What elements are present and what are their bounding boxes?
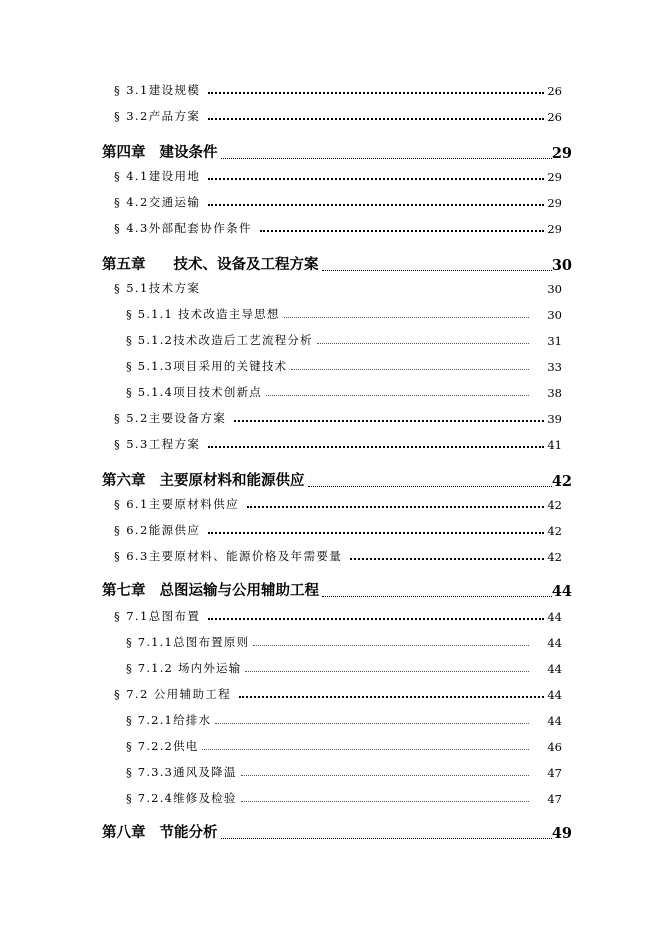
- toc-subentry-page: 31: [547, 334, 562, 348]
- dot-leader: [208, 532, 544, 534]
- toc-subentry-title: 项目技术创新点: [173, 385, 262, 399]
- toc-entry[interactable]: [114, 518, 562, 538]
- toc-chapter-label: [102, 469, 305, 490]
- toc-entry-number: § 5.2: [114, 411, 149, 425]
- dot-leader: [317, 343, 530, 344]
- toc-subentry[interactable]: [126, 302, 562, 322]
- dot-leader: [241, 801, 530, 802]
- toc-chapter-number: 第七章: [102, 582, 146, 599]
- dot-leader: [322, 270, 552, 271]
- toc-subentry[interactable]: [126, 708, 562, 728]
- toc-subentry-label: [126, 634, 249, 650]
- toc-subentry-page: 30: [547, 308, 562, 322]
- toc-subentry-number: § 7.1.2: [126, 661, 174, 675]
- toc-subentry-page: 33: [547, 360, 562, 374]
- toc-subentry-title: 场内外运输: [177, 661, 242, 675]
- dot-leader: [234, 420, 544, 422]
- toc-entry-title: 公用辅助工程: [153, 687, 232, 701]
- toc-entry[interactable]: [114, 406, 562, 426]
- dot-leader: [247, 506, 544, 508]
- toc-entry-title: 主要原材料供应: [148, 497, 240, 511]
- toc-entry[interactable]: [114, 492, 562, 512]
- toc-subentry-title: 维修及检验: [173, 791, 237, 805]
- dot-leader: [208, 92, 544, 94]
- toc-subentry-label: [126, 660, 241, 676]
- toc-entry-number: § 5.3: [114, 437, 149, 451]
- toc-entry[interactable]: [114, 78, 562, 98]
- toc-subentry-label: [126, 358, 287, 374]
- toc-entry-label: [114, 194, 200, 210]
- toc-entry-number: § 6.1: [114, 497, 149, 511]
- toc-entry-page: 42: [547, 498, 562, 512]
- toc-entry[interactable]: [114, 164, 562, 184]
- toc-chapter-number: 第六章: [102, 472, 146, 489]
- dot-leader: [221, 158, 552, 159]
- toc-entry-label: [114, 686, 231, 702]
- toc-subentry-title: 项目采用的关键技术: [173, 359, 288, 373]
- toc-subentry-title: 技术改造主导思想: [177, 307, 280, 321]
- toc-entry[interactable]: [114, 216, 562, 236]
- toc-chapter-title: 主要原材料和能源供应: [159, 472, 305, 489]
- toc-entry-title: 建设规模: [148, 83, 201, 97]
- toc-entry-page: 29: [547, 170, 562, 184]
- toc-chapter[interactable]: [102, 576, 572, 600]
- toc-entry-number: § 6.3: [114, 549, 149, 563]
- toc-chapter-label: [102, 141, 218, 162]
- toc-entry[interactable]: [114, 104, 562, 124]
- toc-entry-title: 外部配套协作条件: [148, 221, 252, 235]
- toc-entry-label: [114, 410, 226, 426]
- toc-entry-title: 主要原材料、能源价格及年需要量: [148, 549, 343, 563]
- toc-chapter-label: [102, 821, 218, 842]
- toc-entry[interactable]: [114, 432, 562, 452]
- toc-subentry-label: [126, 332, 313, 348]
- toc-entry-label: [114, 496, 239, 512]
- dot-leader: [241, 775, 530, 776]
- toc-subentry-page: 38: [547, 386, 562, 400]
- dot-leader: [208, 618, 544, 620]
- toc-subentry-label: [126, 764, 237, 780]
- toc-entry-title: 交通运输: [148, 195, 201, 209]
- toc-entry-number: § 4.2: [114, 195, 149, 209]
- dot-leader: [245, 671, 529, 672]
- toc-chapter-number: 第四章: [102, 144, 146, 161]
- toc-subentry-label: [126, 712, 211, 728]
- dot-leader: [215, 723, 529, 724]
- toc-chapter[interactable]: [102, 138, 572, 162]
- toc-entry-number: § 4.1: [114, 169, 149, 183]
- toc-subentry-label: [126, 790, 237, 806]
- toc-subentry-label: [126, 384, 262, 400]
- toc-chapter-number: 第八章: [102, 824, 146, 841]
- toc-entry-page: 26: [547, 110, 562, 124]
- toc-subentry[interactable]: [126, 786, 562, 806]
- dot-leader: [253, 645, 529, 646]
- toc-subentry[interactable]: [126, 656, 562, 676]
- toc-entry-page: 42: [547, 524, 562, 538]
- toc-subentry-number: § 7.2.4: [126, 791, 174, 805]
- toc-entry-number: § 7.2: [114, 687, 149, 701]
- toc-entry-page: 44: [547, 688, 562, 702]
- toc-entry-title: 总图布置: [148, 609, 201, 623]
- toc-subentry-number: § 5.1.2: [126, 333, 174, 347]
- toc-subentry-page: 47: [547, 792, 562, 806]
- toc-subentry-title: 通风及降温: [173, 765, 237, 779]
- toc-subentry-title: 给排水: [173, 713, 212, 727]
- toc-entry[interactable]: [114, 682, 562, 702]
- dot-leader: [266, 395, 529, 396]
- toc-subentry-number: § 5.1.4: [126, 385, 174, 399]
- toc-entry-label: [114, 82, 200, 98]
- toc-chapter-label: [102, 253, 319, 274]
- toc-chapter[interactable]: [102, 250, 572, 274]
- toc-entry-label: [114, 522, 200, 538]
- dot-leader: [221, 838, 552, 839]
- toc-entry-number: § 3.1: [114, 83, 149, 97]
- dot-leader: [208, 204, 544, 206]
- toc-entry-label: [114, 220, 252, 236]
- toc-entry-title: 技术方案: [148, 281, 201, 295]
- toc-subentry-page: 44: [547, 636, 562, 650]
- toc-entry-number: § 6.2: [114, 523, 149, 537]
- toc-subentry[interactable]: [126, 354, 562, 374]
- toc-entry-page: 30: [547, 282, 562, 296]
- dot-leader: [350, 558, 544, 560]
- toc-chapter-page: 29: [551, 145, 572, 162]
- dot-leader: [208, 118, 544, 120]
- toc-entry-label: [114, 108, 200, 124]
- toc-chapter[interactable]: [102, 466, 572, 490]
- toc-chapter[interactable]: [102, 818, 572, 842]
- dot-leader: [308, 486, 552, 487]
- toc-chapter-title: 技术、设备及工程方案: [173, 256, 319, 273]
- toc-subentry-page: 44: [547, 714, 562, 728]
- toc-subentry-title: 技术改造后工艺流程分析: [173, 333, 313, 347]
- toc-entry-number: § 3.2: [114, 109, 149, 123]
- toc-entry-page: 41: [547, 438, 562, 452]
- toc-subentry-title: 总图布置原则: [173, 635, 250, 649]
- toc-subentry-label: [126, 738, 198, 754]
- toc-entry-page: 29: [547, 196, 562, 210]
- toc-chapter-title: 建设条件: [159, 144, 218, 161]
- dot-leader: [239, 696, 544, 698]
- toc-subentry[interactable]: [126, 630, 562, 650]
- toc-entry[interactable]: [114, 604, 562, 624]
- toc-subentry[interactable]: [126, 760, 562, 780]
- toc-entry-number: § 5.1: [114, 281, 149, 295]
- toc-subentry-number: § 5.1.1: [126, 307, 174, 321]
- toc-entry-number: § 7.1: [114, 609, 149, 623]
- toc-subentry-number: § 5.1.3: [126, 359, 174, 373]
- toc-subentry-label: [126, 306, 280, 322]
- toc-chapter-title: 总图运输与公用辅助工程: [159, 582, 319, 599]
- toc-chapter-page: 49: [551, 825, 572, 842]
- toc-entry-title: 主要设备方案: [148, 411, 227, 425]
- toc-subentry-number: § 7.3.3: [126, 765, 174, 779]
- dot-leader: [284, 317, 530, 318]
- toc-subentry-number: § 7.1.1: [126, 635, 174, 649]
- toc-subentry-page: 46: [547, 740, 562, 754]
- dot-leader: [322, 596, 552, 597]
- dot-leader: [260, 230, 544, 232]
- dot-leader: [208, 178, 544, 180]
- toc-entry[interactable]: [114, 276, 562, 296]
- toc-chapter-label: [102, 579, 319, 600]
- toc-entry-title: 建设用地: [148, 169, 201, 183]
- toc-subentry-page: 47: [547, 766, 562, 780]
- toc-chapter-number: 第五章: [102, 256, 146, 273]
- toc-chapter-page: 42: [551, 473, 572, 490]
- dot-leader: [291, 369, 529, 370]
- toc-entry-page: 42: [547, 550, 562, 564]
- toc-subentry-number: § 7.2.2: [126, 739, 174, 753]
- toc-entry[interactable]: [114, 544, 562, 564]
- toc-entry-label: [114, 280, 200, 296]
- toc-entry-title: 产品方案: [148, 109, 201, 123]
- toc-subentry[interactable]: [126, 380, 562, 400]
- toc-entry-page: 39: [547, 412, 562, 426]
- toc-entry[interactable]: [114, 190, 562, 210]
- toc-entry-title: 能源供应: [148, 523, 201, 537]
- dot-leader: [208, 446, 544, 448]
- toc-entry-label: [114, 436, 200, 452]
- toc-entry-title: 工程方案: [148, 437, 201, 451]
- toc-chapter-page: 30: [551, 257, 572, 274]
- dot-leader: [202, 749, 529, 750]
- toc-entry-page: 44: [547, 610, 562, 624]
- toc-subentry[interactable]: [126, 734, 562, 754]
- toc-entry-label: [114, 608, 200, 624]
- toc-subentry-number: § 7.2.1: [126, 713, 174, 727]
- toc-entry-page: 26: [547, 84, 562, 98]
- toc-subentry[interactable]: [126, 328, 562, 348]
- toc-subentry-title: 供电: [173, 739, 199, 753]
- toc-entry-label: [114, 548, 342, 564]
- toc-entry-page: 29: [547, 222, 562, 236]
- toc-chapter-title: 节能分析: [159, 824, 218, 841]
- toc-chapter-page: 44: [551, 583, 572, 600]
- toc-entry-number: § 4.3: [114, 221, 149, 235]
- toc-entry-label: [114, 168, 200, 184]
- toc-subentry-page: 44: [547, 662, 562, 676]
